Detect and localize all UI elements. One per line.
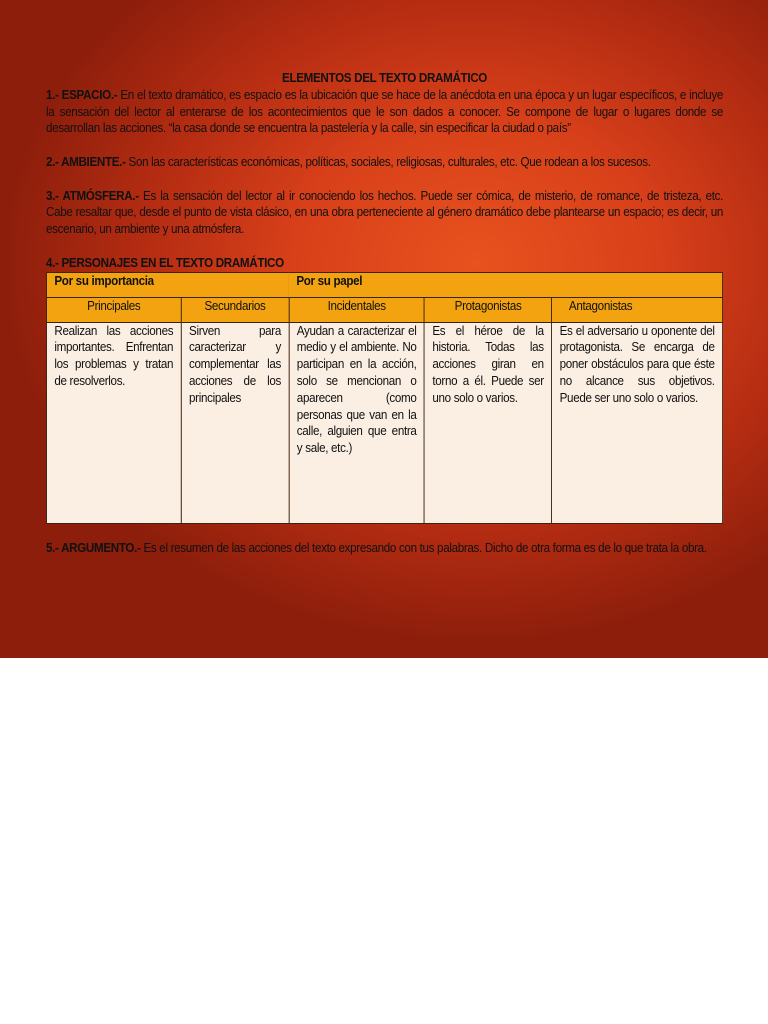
section-heading: 1.- ESPACIO.-: [46, 87, 118, 102]
column-header-secundarios: Secundarios: [181, 297, 289, 322]
table-row: [46, 322, 722, 523]
section-espacio: [46, 87, 723, 137]
group-header-importance: Por su importancia: [46, 272, 288, 297]
column-header-protagonistas: Protagonistas: [424, 297, 551, 322]
column-header-principales: Principales: [46, 297, 181, 322]
document-title: ELEMENTOS DEL TEXTO DRAMÁTICO: [282, 71, 488, 85]
section-heading: 2.- AMBIENTE.-: [46, 154, 126, 169]
cell-principales: Realizan las acciones importantes. Enfrentan los problemas y tratan de resolverlos.: [46, 322, 181, 523]
section-text: Son las características económicas, políticas, sociales, religiosas, culturales, etc. Que rodean a los sucesos.: [128, 154, 651, 169]
document-content: [46, 70, 724, 557]
section-argumento: [46, 540, 723, 557]
section-text: En el texto dramático, es espacio es la ubicación que se hace de la anécdota en una época y un lugar específicos, e incluye la sensación del lector al enterarse de los acontecimientos que le son dados a conocer. Se compone de lugar o lugares donde se desarrollan las acciones. “la casa donde se encuentra la pastelería y la calle, sin especificar la ciudad o país”: [46, 87, 724, 136]
characters-heading: 4.- PERSONAJES EN EL TEXTO DRAMÁTICO: [46, 255, 284, 270]
section-heading: 3.- ATMÓSFERA.-: [46, 188, 139, 203]
section-heading: 5.- ARGUMENTO.-: [46, 541, 141, 556]
cell-antagonistas: Es el adversario u oponente del protagonista. Se encarga de poner obstáculos para que éste no alcance sus objetivos. Puede ser uno solo o varios.: [552, 322, 723, 523]
table-column-header-row: [46, 297, 722, 322]
cell-secundarios: Sirven para caracterizar y complementar las acciones de los principales: [181, 322, 289, 523]
cell-protagonistas: Es el héroe de la historia. Todas las acciones giran en torno a él. Puede ser uno solo o varios.: [424, 322, 551, 523]
group-header-papel: Por su papel: [289, 272, 723, 297]
section-ambiente: [46, 154, 723, 171]
characters-table: [46, 272, 723, 524]
table-group-header-row: [46, 272, 722, 297]
section-text: Es el resumen de las acciones del texto expresando con tus palabras. Dicho de otra forma es de lo que trata la obra.: [143, 541, 707, 556]
cell-incidentales: Ayudan a caracterizar el medio y el ambiente. No participan en la acción, solo se mencionan o aparecen (como personas que van en la calle, alguien que entra y sale, etc.): [289, 322, 425, 523]
column-header-antagonistas: Antagonistas: [552, 297, 723, 322]
section-atmosfera: [46, 188, 723, 238]
column-header-incidentales: Incidentales: [289, 297, 425, 322]
section-text: Es la sensación del lector al ir conociendo los hechos. Puede ser cómica, de misterio, de romance, de tristeza, etc. Cabe resaltar que, desde el punto de vista clásico, en una obra perteneciente al género dramático debe plantearse un espacio; es decir, un escenario, un ambiente y una atmósfera.: [46, 188, 724, 237]
